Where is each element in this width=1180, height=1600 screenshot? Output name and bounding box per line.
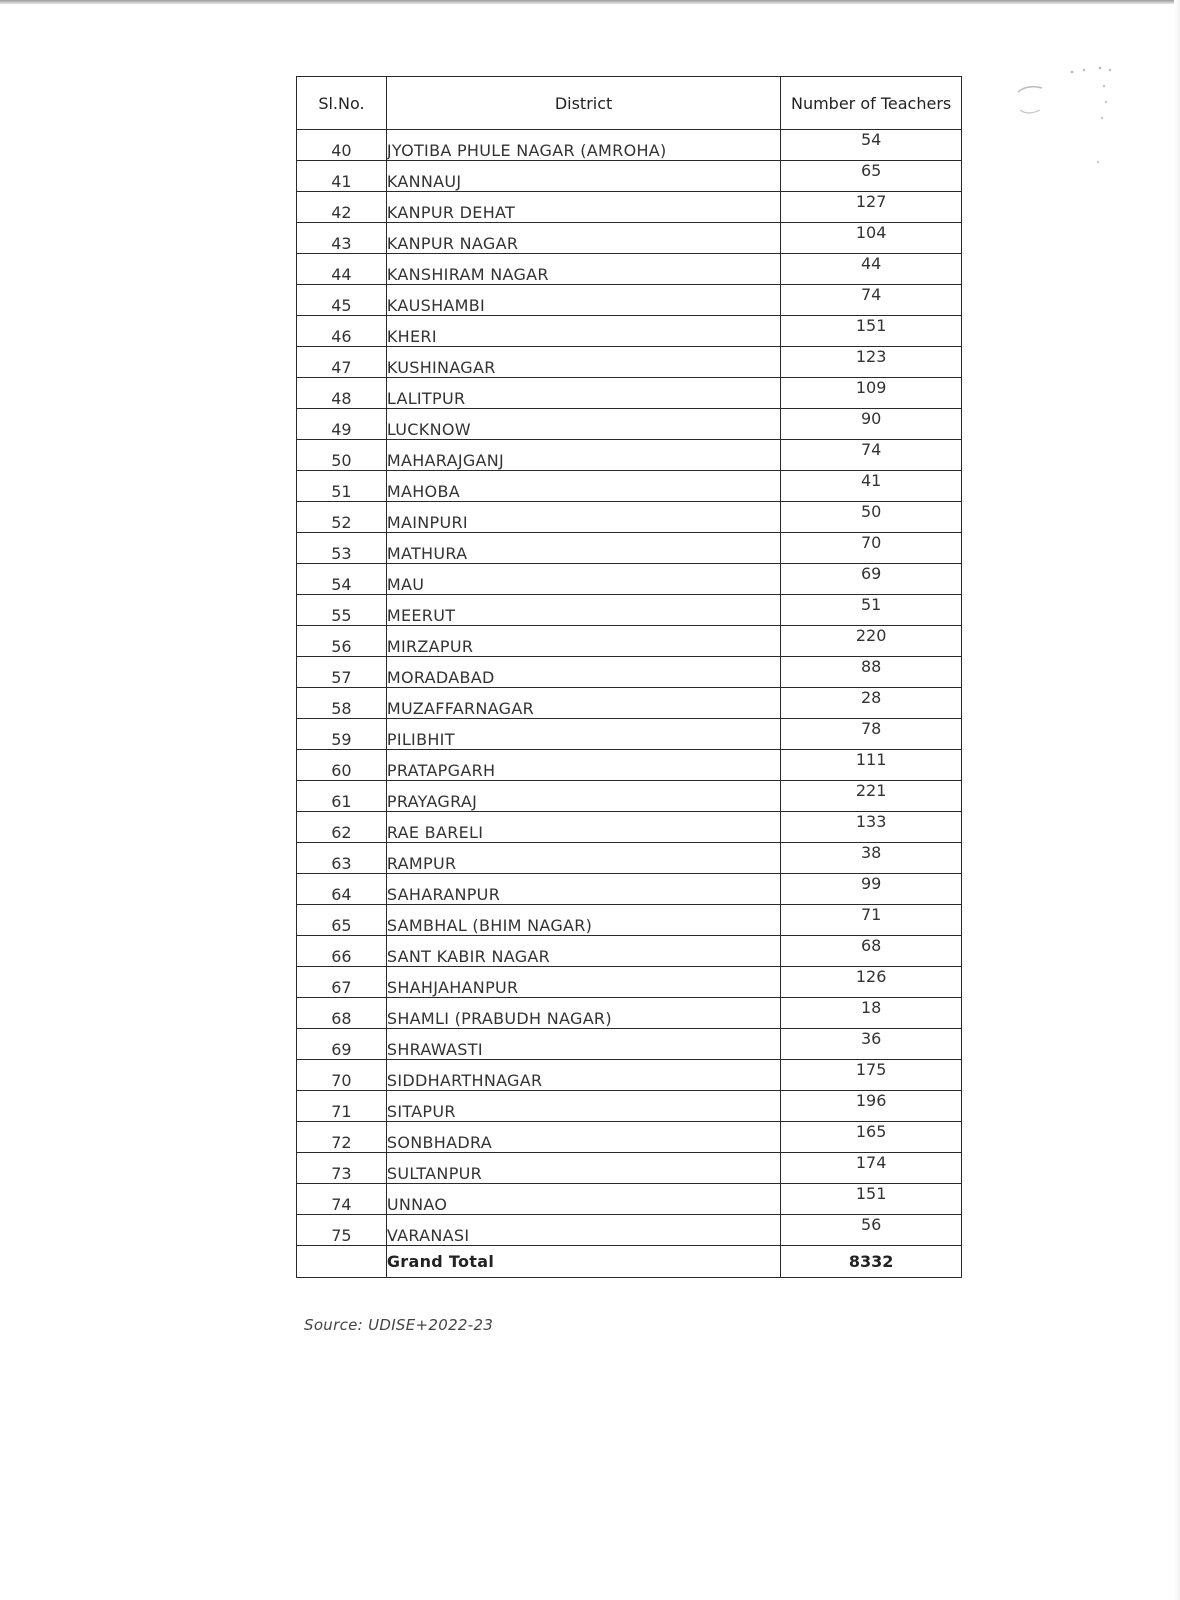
sl-no-cell: 46: [297, 316, 387, 347]
district-cell: KANNAUJ: [386, 161, 780, 192]
teachers-count-cell: 50: [781, 502, 962, 533]
teachers-count-cell: 38: [781, 843, 962, 874]
table-row: [297, 130, 962, 161]
district-cell: RAE BARELI: [386, 812, 780, 843]
district-cell: MIRZAPUR: [386, 626, 780, 657]
district-cell: KANPUR NAGAR: [386, 223, 780, 254]
district-cell: MATHURA: [386, 533, 780, 564]
table-row: [297, 781, 962, 812]
sl-no-cell: 57: [297, 657, 387, 688]
district-cell: MUZAFFARNAGAR: [386, 688, 780, 719]
sl-no-cell: 50: [297, 440, 387, 471]
table-row: [297, 223, 962, 254]
sl-no-cell: 63: [297, 843, 387, 874]
sl-no-cell: 56: [297, 626, 387, 657]
table-row: [297, 812, 962, 843]
sl-no-cell: 45: [297, 285, 387, 316]
grand-total-value: 8332: [781, 1246, 962, 1278]
district-cell: SHAMLI (PRABUDH NAGAR): [386, 998, 780, 1029]
sl-no-cell: 55: [297, 595, 387, 626]
teachers-count-cell: 28: [781, 688, 962, 719]
table-row: [297, 316, 962, 347]
sl-no-cell: 54: [297, 564, 387, 595]
district-cell: MAHOBA: [386, 471, 780, 502]
district-cell: LALITPUR: [386, 378, 780, 409]
teachers-count-cell: 68: [781, 936, 962, 967]
grand-total-row: [297, 1246, 962, 1278]
teachers-count-cell: 69: [781, 564, 962, 595]
teachers-count-cell: 70: [781, 533, 962, 564]
teachers-count-cell: 74: [781, 440, 962, 471]
district-cell: KANSHIRAM NAGAR: [386, 254, 780, 285]
table-row: [297, 161, 962, 192]
table-body: [297, 130, 962, 1246]
district-cell: KUSHINAGAR: [386, 347, 780, 378]
teachers-count-cell: 54: [781, 130, 962, 161]
district-cell: MAU: [386, 564, 780, 595]
table-row: [297, 1215, 962, 1246]
teachers-count-cell: 165: [781, 1122, 962, 1153]
teachers-table: [296, 76, 962, 1278]
sl-no-cell: 66: [297, 936, 387, 967]
table-row: [297, 440, 962, 471]
table-row: [297, 409, 962, 440]
grand-total-label: Grand Total: [386, 1246, 780, 1278]
table-row: [297, 533, 962, 564]
sl-no-cell: 49: [297, 409, 387, 440]
district-cell: LUCKNOW: [386, 409, 780, 440]
table-header-row: [297, 77, 962, 130]
teachers-count-cell: 175: [781, 1060, 962, 1091]
sl-no-cell: 47: [297, 347, 387, 378]
sl-no-cell: 58: [297, 688, 387, 719]
district-cell: UNNAO: [386, 1184, 780, 1215]
table-row: [297, 1122, 962, 1153]
district-cell: SANT KABIR NAGAR: [386, 936, 780, 967]
sl-no-cell: 62: [297, 812, 387, 843]
teachers-count-cell: 220: [781, 626, 962, 657]
scan-smudge-mark: [1010, 62, 1120, 172]
teachers-count-cell: 109: [781, 378, 962, 409]
sl-no-cell: 65: [297, 905, 387, 936]
sl-no-cell: 44: [297, 254, 387, 285]
teachers-count-cell: 90: [781, 409, 962, 440]
district-cell: SAHARANPUR: [386, 874, 780, 905]
district-cell: SIDDHARTHNAGAR: [386, 1060, 780, 1091]
district-cell: SONBHADRA: [386, 1122, 780, 1153]
sl-no-cell: 61: [297, 781, 387, 812]
teachers-count-cell: 51: [781, 595, 962, 626]
district-cell: MAHARAJGANJ: [386, 440, 780, 471]
district-cell: SULTANPUR: [386, 1153, 780, 1184]
table-row: [297, 998, 962, 1029]
teachers-count-cell: 104: [781, 223, 962, 254]
table-row: [297, 347, 962, 378]
district-cell: JYOTIBA PHULE NAGAR (AMROHA): [386, 130, 780, 161]
sl-no-cell: 74: [297, 1184, 387, 1215]
district-cell: SITAPUR: [386, 1091, 780, 1122]
table-row: [297, 471, 962, 502]
table-row: [297, 874, 962, 905]
table-row: [297, 936, 962, 967]
table-row: [297, 1184, 962, 1215]
teachers-count-cell: 111: [781, 750, 962, 781]
teachers-count-cell: 151: [781, 316, 962, 347]
table-row: [297, 378, 962, 409]
table-row: [297, 502, 962, 533]
header-number-of-teachers: Number of Teachers: [781, 77, 962, 130]
scan-right-edge: [1174, 0, 1180, 1600]
table-row: [297, 595, 962, 626]
district-cell: PILIBHIT: [386, 719, 780, 750]
grand-total-sl-cell: [297, 1246, 387, 1278]
teachers-count-cell: 126: [781, 967, 962, 998]
district-cell: VARANASI: [386, 1215, 780, 1246]
teachers-count-cell: 174: [781, 1153, 962, 1184]
sl-no-cell: 67: [297, 967, 387, 998]
table-row: [297, 1091, 962, 1122]
table-row: [297, 905, 962, 936]
sl-no-cell: 42: [297, 192, 387, 223]
district-cell: SHAHJAHANPUR: [386, 967, 780, 998]
district-cell: MEERUT: [386, 595, 780, 626]
scan-top-edge: [0, 0, 1180, 4]
table-row: [297, 1153, 962, 1184]
district-cell: KHERI: [386, 316, 780, 347]
sl-no-cell: 41: [297, 161, 387, 192]
sl-no-cell: 68: [297, 998, 387, 1029]
sl-no-cell: 40: [297, 130, 387, 161]
teachers-count-cell: 74: [781, 285, 962, 316]
header-sl-no: Sl.No.: [297, 77, 387, 130]
sl-no-cell: 64: [297, 874, 387, 905]
table-row: [297, 1029, 962, 1060]
teachers-count-cell: 221: [781, 781, 962, 812]
teachers-count-cell: 56: [781, 1215, 962, 1246]
teachers-count-cell: 44: [781, 254, 962, 285]
teachers-count-cell: 123: [781, 347, 962, 378]
sl-no-cell: 69: [297, 1029, 387, 1060]
district-cell: MORADABAD: [386, 657, 780, 688]
sl-no-cell: 53: [297, 533, 387, 564]
table-row: [297, 967, 962, 998]
sl-no-cell: 59: [297, 719, 387, 750]
sl-no-cell: 72: [297, 1122, 387, 1153]
district-cell: KAUSHAMBI: [386, 285, 780, 316]
district-cell: PRATAPGARH: [386, 750, 780, 781]
district-cell: RAMPUR: [386, 843, 780, 874]
teachers-count-cell: 133: [781, 812, 962, 843]
district-cell: PRAYAGRAJ: [386, 781, 780, 812]
sl-no-cell: 75: [297, 1215, 387, 1246]
table-row: [297, 254, 962, 285]
district-cell: SAMBHAL (BHIM NAGAR): [386, 905, 780, 936]
district-cell: MAINPURI: [386, 502, 780, 533]
sl-no-cell: 73: [297, 1153, 387, 1184]
table-row: [297, 626, 962, 657]
sl-no-cell: 43: [297, 223, 387, 254]
teachers-count-cell: 18: [781, 998, 962, 1029]
table-row: [297, 843, 962, 874]
sl-no-cell: 52: [297, 502, 387, 533]
teachers-count-cell: 127: [781, 192, 962, 223]
teachers-count-cell: 78: [781, 719, 962, 750]
district-cell: SHRAWASTI: [386, 1029, 780, 1060]
table-row: [297, 657, 962, 688]
table-row: [297, 285, 962, 316]
teachers-count-cell: 99: [781, 874, 962, 905]
sl-no-cell: 71: [297, 1091, 387, 1122]
teachers-count-cell: 88: [781, 657, 962, 688]
teachers-count-cell: 196: [781, 1091, 962, 1122]
table-row: [297, 1060, 962, 1091]
source-note: Source: UDISE+2022-23: [304, 1316, 494, 1334]
teachers-count-cell: 36: [781, 1029, 962, 1060]
table-row: [297, 192, 962, 223]
teachers-count-cell: 41: [781, 471, 962, 502]
teachers-count-cell: 151: [781, 1184, 962, 1215]
teachers-count-cell: 71: [781, 905, 962, 936]
sl-no-cell: 48: [297, 378, 387, 409]
table-row: [297, 564, 962, 595]
table-row: [297, 688, 962, 719]
district-cell: KANPUR DEHAT: [386, 192, 780, 223]
table-row: [297, 719, 962, 750]
header-district: District: [386, 77, 780, 130]
table-row: [297, 750, 962, 781]
teachers-count-cell: 65: [781, 161, 962, 192]
sl-no-cell: 51: [297, 471, 387, 502]
sl-no-cell: 70: [297, 1060, 387, 1091]
sl-no-cell: 60: [297, 750, 387, 781]
